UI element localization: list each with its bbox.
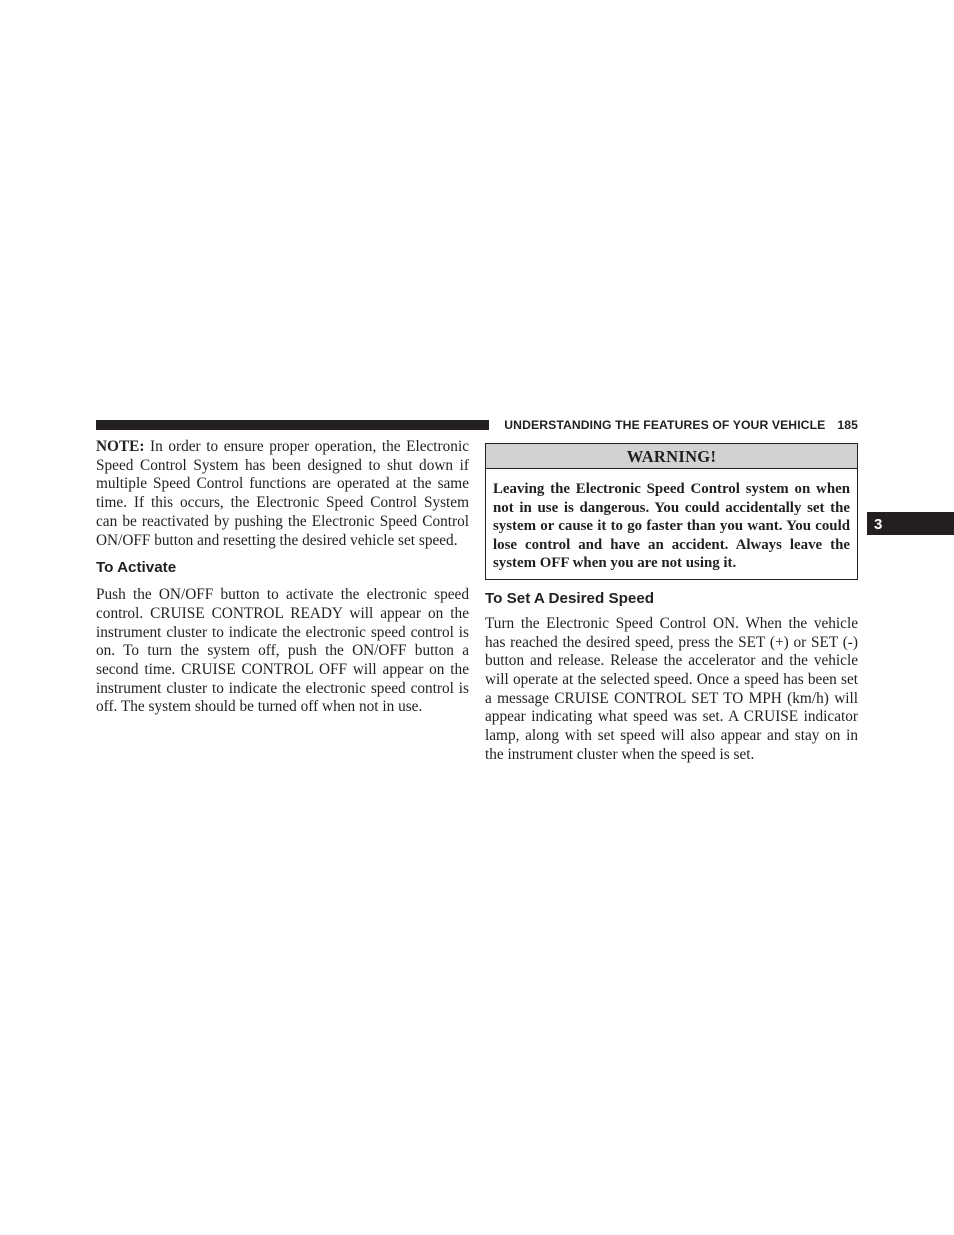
set-speed-heading: To Set A Desired Speed xyxy=(485,589,655,607)
note-paragraph xyxy=(96,438,469,550)
chapter-tab: 3 xyxy=(867,512,954,535)
to-activate-heading: To Activate xyxy=(96,559,177,577)
warning-box xyxy=(485,443,858,580)
right-column xyxy=(485,443,858,765)
page-number: 185 xyxy=(837,418,858,432)
left-column xyxy=(96,438,469,717)
to-activate-paragraph: Push the ON/OFF button to activate the electronic speed control. CRUISE CONTROL READY will appear on the instrument cluster to indicate the electronic speed control is on. To turn the system off, push the ON/OFF button a second time. CRUISE CONTROL OFF will appear on the instrument cluster to indicate the electronic speed control is off. The system should be turned off when not in use. xyxy=(96,586,469,716)
running-header xyxy=(497,417,858,433)
note-label: NOTE: xyxy=(96,438,145,455)
section-title: UNDERSTANDING THE FEATURES OF YOUR VEHICLE xyxy=(504,418,826,432)
note-text: In order to ensure proper operation, the Electronic Speed Control System has been designed to shut down if multiple Speed Control functions are operated at the same time. If this occurs, the Electronic Speed Control System can be reactivated by pushing the Electronic Speed Control ON/OFF button and resetting the desired vehicle set speed. xyxy=(96,438,469,549)
header-rule xyxy=(96,420,489,430)
set-speed-paragraph: Turn the Electronic Speed Control ON. When the vehicle has reached the desired speed, press the SET (+) or SET (-) button and release. Release the accelerator and the vehicle will operate at the selected speed. Once a speed has been set a message CRUISE CONTROL SET TO MPH (km/h) will appear indicating what speed was set. A CRUISE indicator lamp, along with set speed will also appear and stay on in the instrument cluster when the speed is set. xyxy=(485,614,858,763)
warning-text: Leaving the Electronic Speed Control system on when not in use is dangerous. You could accidentally set the system or cause it to go faster than you want. You could lose control and have an accident. Always leave the system OFF when you are not using it. xyxy=(493,481,850,572)
warning-title: WARNING! xyxy=(486,444,857,469)
